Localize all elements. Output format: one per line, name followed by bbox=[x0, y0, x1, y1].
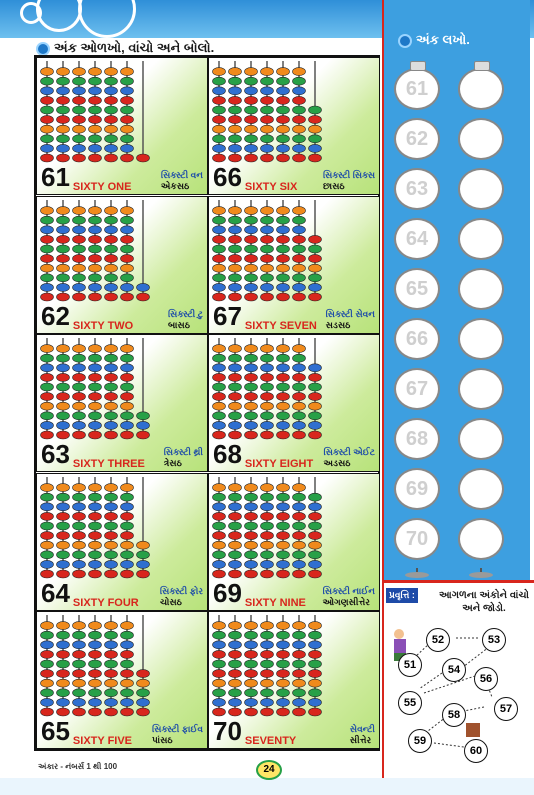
gujarati-english-word: સિક્સ્ટી ફોર bbox=[159, 585, 203, 596]
bulb-cap bbox=[474, 61, 490, 71]
number-digits: 67 bbox=[213, 300, 242, 331]
number-card bbox=[208, 611, 380, 749]
number-digits: 61 bbox=[41, 162, 70, 192]
write-heading-text: અંક લખો. bbox=[416, 32, 470, 47]
number-card bbox=[208, 473, 380, 611]
number-node: 51 bbox=[398, 653, 422, 677]
write-panel bbox=[384, 0, 530, 580]
trace-bulb: 63 bbox=[394, 168, 440, 210]
number-node: 55 bbox=[398, 691, 422, 715]
trace-bulb: 69 bbox=[394, 468, 440, 510]
number-english: SEVENTY bbox=[244, 735, 297, 747]
number-label bbox=[213, 162, 297, 192]
number-label bbox=[41, 301, 133, 331]
number-digits: 64 bbox=[41, 577, 70, 608]
number-card bbox=[208, 57, 380, 195]
heading-text: અંક ઓળખો, વાંચો અને બોલો. bbox=[54, 40, 215, 55]
gujarati-english-word: સિક્સ્ટી સેવન bbox=[325, 308, 375, 319]
number-node: 60 bbox=[464, 739, 488, 763]
abacus-image bbox=[209, 58, 380, 163]
write-bulb bbox=[458, 168, 504, 210]
write-bulb bbox=[458, 218, 504, 260]
write-bulb bbox=[458, 518, 504, 560]
write-bulb bbox=[458, 68, 504, 110]
number-english: SIXTY SEVEN bbox=[244, 319, 317, 332]
house-icon bbox=[466, 723, 480, 737]
gujarati-number-word: પાંસઠ bbox=[152, 735, 173, 745]
trace-bulb: 61 bbox=[394, 68, 440, 110]
number-digits: 70 bbox=[213, 716, 242, 746]
gujarati-english-word: સિક્સ્ટી સિક્સ bbox=[322, 170, 375, 180]
bulb-stand bbox=[469, 572, 493, 578]
number-label bbox=[41, 716, 132, 746]
gujarati-number-word: ઓગણસીત્તેર bbox=[322, 596, 370, 607]
abacus-image bbox=[37, 197, 208, 302]
number-node: 52 bbox=[426, 628, 450, 652]
number-label bbox=[213, 439, 313, 469]
abacus-image bbox=[37, 58, 208, 163]
abacus-image bbox=[209, 612, 380, 717]
gujarati-words bbox=[324, 447, 375, 469]
number-digits: 66 bbox=[213, 162, 242, 192]
activity-tag: પ્રવૃત્તિ : bbox=[386, 588, 418, 603]
gujarati-number-word: છાસઠ bbox=[322, 181, 345, 191]
gujarati-words bbox=[164, 447, 203, 469]
number-english: SIXTY FOUR bbox=[72, 596, 139, 609]
gujarati-words bbox=[152, 724, 203, 746]
number-english: SIXTY EIGHT bbox=[244, 458, 314, 470]
number-card bbox=[36, 57, 208, 195]
gujarati-english-word: સિક્સ્ટી થ્રી bbox=[163, 447, 203, 457]
gujarati-words bbox=[326, 309, 375, 331]
number-digits: 68 bbox=[213, 439, 242, 469]
number-node: 53 bbox=[482, 628, 506, 652]
bulb-stand bbox=[405, 572, 429, 578]
bulb-cap bbox=[410, 61, 426, 71]
abacus-image bbox=[209, 335, 380, 440]
number-label bbox=[213, 716, 296, 746]
gujarati-english-word: સિક્સ્ટી ટુ bbox=[168, 308, 203, 319]
write-bulb bbox=[458, 268, 504, 310]
footer-band bbox=[0, 778, 534, 795]
page-number: 24 bbox=[256, 760, 282, 780]
bullet-icon bbox=[398, 34, 412, 48]
activity-section bbox=[384, 583, 534, 778]
page-heading bbox=[36, 40, 214, 56]
number-card bbox=[36, 611, 208, 749]
trace-bulb: 62 bbox=[394, 118, 440, 160]
number-node: 58 bbox=[442, 703, 466, 727]
number-node: 57 bbox=[494, 697, 518, 721]
number-english: SIXTY THREE bbox=[72, 458, 145, 470]
number-card bbox=[36, 334, 208, 472]
number-grid bbox=[34, 55, 380, 751]
write-heading bbox=[398, 32, 470, 48]
gujarati-words bbox=[161, 170, 203, 192]
trace-bulb: 70 bbox=[394, 518, 440, 560]
activity-title: આગળના અંકોને વાંચો અને જોડો. bbox=[438, 590, 530, 614]
number-card bbox=[36, 196, 208, 334]
gujarati-english-word: સિક્સ્ટી ફાઈવ bbox=[152, 724, 203, 734]
write-bulb bbox=[458, 118, 504, 160]
footer-text: અંકાર - નંબર્સ 1 થી 100 bbox=[38, 762, 118, 771]
gujarati-english-word: સિક્સ્ટી નાઈન bbox=[322, 585, 375, 596]
trace-bulb: 65 bbox=[394, 268, 440, 310]
abacus-image bbox=[209, 474, 380, 579]
number-digits: 63 bbox=[41, 439, 70, 469]
number-label bbox=[213, 578, 306, 608]
gujarati-number-word: બાસઠ bbox=[168, 319, 190, 330]
gujarati-number-word: સડસઠ bbox=[325, 319, 351, 330]
number-label bbox=[41, 578, 139, 608]
bullet-icon bbox=[36, 42, 50, 56]
trace-bulb: 66 bbox=[394, 318, 440, 360]
trace-bulb: 64 bbox=[394, 218, 440, 260]
gujarati-number-word: એકસઠ bbox=[160, 181, 190, 191]
number-card bbox=[208, 196, 380, 334]
swirl-decoration bbox=[20, 2, 42, 24]
abacus-image bbox=[37, 612, 208, 717]
number-card bbox=[208, 334, 380, 472]
gujarati-number-word: ત્રેસઠ bbox=[163, 458, 182, 468]
number-label bbox=[41, 439, 145, 469]
number-node: 54 bbox=[442, 658, 466, 682]
number-english: SIXTY TWO bbox=[72, 319, 134, 332]
gujarati-english-word: સિક્સ્ટી વન bbox=[160, 170, 203, 180]
trace-bulb: 67 bbox=[394, 368, 440, 410]
gujarati-words bbox=[160, 586, 203, 608]
number-digits: 62 bbox=[41, 300, 70, 331]
trace-bulb: 68 bbox=[394, 418, 440, 460]
gujarati-english-word: સિક્સ્ટી એઈટ bbox=[323, 447, 375, 457]
number-label bbox=[213, 301, 317, 331]
gujarati-number-word: ચોસઠ bbox=[159, 596, 182, 607]
gujarati-english-word: સેવન્ટી bbox=[349, 724, 375, 734]
gujarati-number-word: સીત્તેર bbox=[349, 735, 372, 745]
write-bulb bbox=[458, 418, 504, 460]
abacus-image bbox=[209, 197, 380, 302]
gujarati-words bbox=[168, 309, 203, 331]
gujarati-words bbox=[323, 586, 375, 608]
number-node: 56 bbox=[474, 667, 498, 691]
number-english: SIXTY SIX bbox=[244, 181, 298, 193]
write-bulb bbox=[458, 368, 504, 410]
number-english: SIXTY NINE bbox=[244, 596, 306, 609]
number-card bbox=[36, 473, 208, 611]
number-digits: 65 bbox=[41, 716, 70, 746]
write-bulb bbox=[458, 468, 504, 510]
number-english: SIXTY FIVE bbox=[72, 735, 133, 747]
write-bulb bbox=[458, 318, 504, 360]
number-node: 59 bbox=[408, 729, 432, 753]
number-digits: 69 bbox=[213, 577, 242, 608]
number-label bbox=[41, 162, 131, 192]
abacus-image bbox=[37, 335, 208, 440]
abacus-image bbox=[37, 474, 208, 579]
gujarati-words bbox=[350, 724, 375, 746]
number-english: SIXTY ONE bbox=[72, 181, 132, 193]
gujarati-number-word: અડસઠ bbox=[323, 458, 351, 468]
gujarati-words bbox=[323, 170, 375, 192]
